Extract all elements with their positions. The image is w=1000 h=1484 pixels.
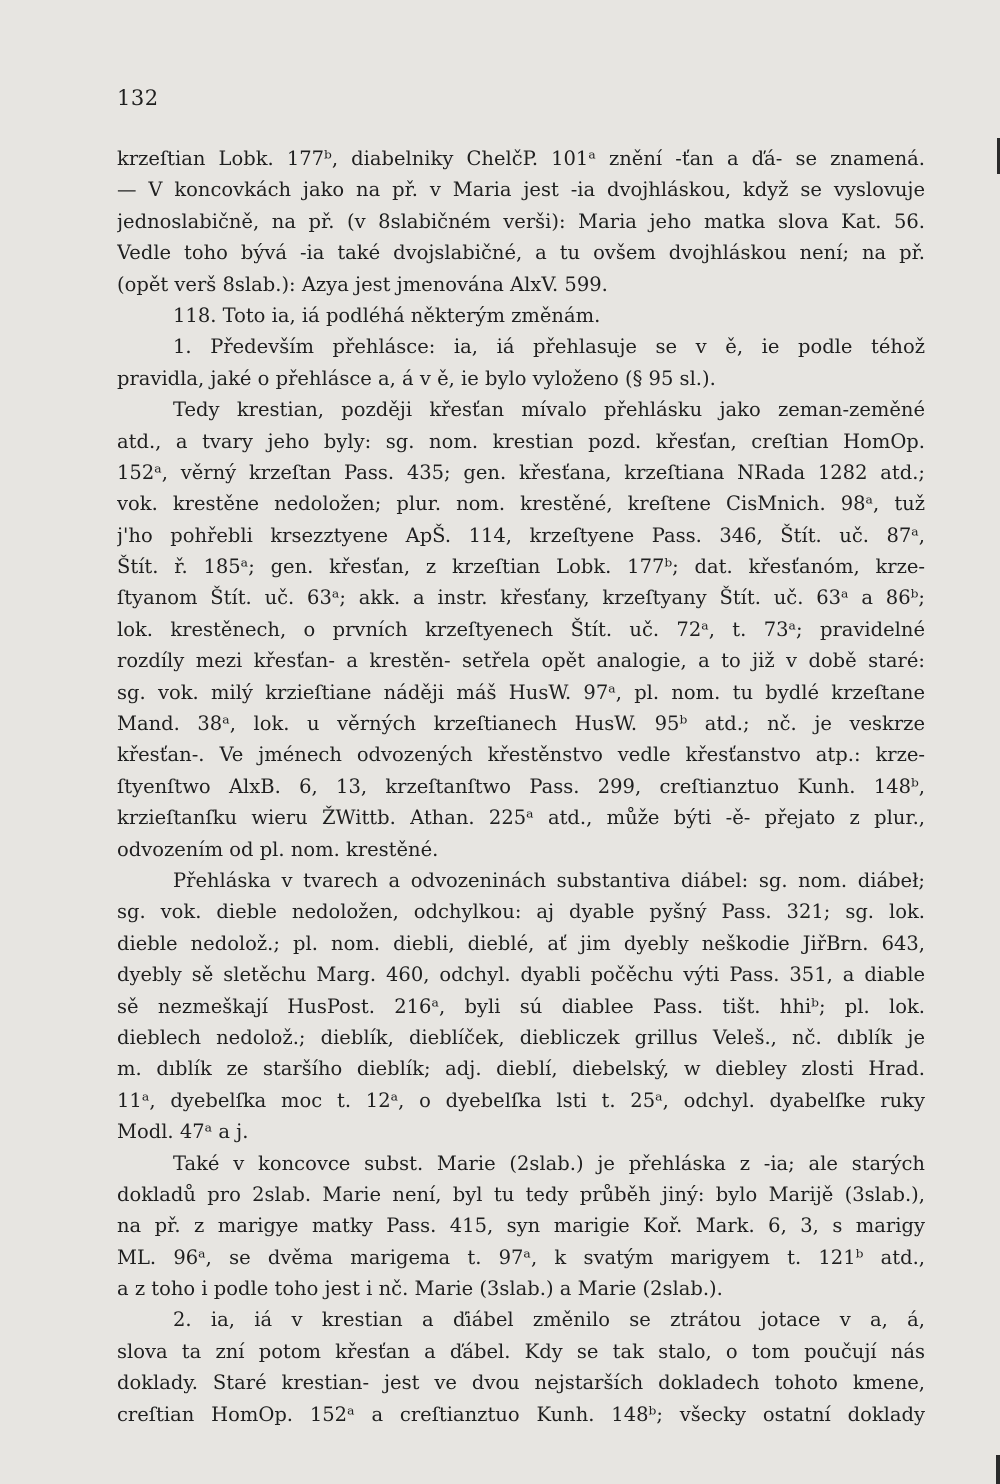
- text-line: dieblech nedolož.; dieblík, dieblíček, diebliczek grillus Veleš., nč. dıblík je: [117, 1025, 925, 1049]
- text-line: 2. ia, iá v krestian a ďiábel změnilo se ztrátou jotace v a, á,: [173, 1308, 925, 1332]
- text-line: (opět verš 8slab.): Azya jest jmenována AlxV. 599.: [117, 272, 608, 296]
- text-line: Mand. 38ᵃ, lok. u věrných krzeſtianech HusW. 95ᵇ atd.; nč. je veskrze: [117, 712, 925, 736]
- text-line: na př. z marigye matky Pass. 415, syn marigie Koř. Mark. 6, 3, s marigy: [117, 1214, 925, 1238]
- text-line: 118. Toto ia, iá podléhá některým změnám.: [173, 303, 601, 327]
- body-text: [117, 143, 925, 1430]
- text-line: jednoslabičně, na př. (v 8slabičném verši): Maria jeho matka slova Kat. 56.: [117, 209, 925, 233]
- text-line: slova ta zní potom křesťan a ďábel. Kdy se tak stalo, o tom poučují nás: [117, 1339, 925, 1363]
- text-line: doklady. Staré krestian- jest ve dvou nejstarších dokladech tohoto kmene,: [117, 1371, 925, 1395]
- text-line: sg. vok. milý krzieſtiane náději máš HusW. 97ᵃ, pl. nom. tu bydlé krzeſtane: [117, 680, 925, 704]
- text-line: odvozením od pl. nom. krestěné.: [117, 837, 439, 861]
- text-line: Vedle toho bývá -ia také dvojslabičné, a tu ovšem dvojhláskou není; na př.: [117, 241, 925, 265]
- text-line: Tedy krestian, později křesťan mívalo přehlásku jako zeman-zeměné: [173, 398, 925, 422]
- text-line: atd., a tvary jeho byly: sg. nom. krestian pozd. křesťan, creſtian HomOp.: [117, 429, 925, 453]
- text-line: 11ᵃ, dyebelſka moc t. 12ᵃ, o dyebelſka lsti t. 25ᵃ, odchyl. dyabelſke ruky: [117, 1088, 925, 1112]
- text-line: dokladů pro 2slab. Marie není, byl tu tedy průběh jiný: bylo Marijě (3slab.),: [117, 1182, 925, 1206]
- text-line: Přehláska v tvarech a odvozeninách substantiva diábel: sg. nom. diábeł;: [173, 868, 925, 892]
- text-line: rozdíly mezi křesťan- a krestěn- setřela opět analogie, a to již v době staré:: [117, 649, 925, 673]
- text-line: ML. 96ᵃ, se dvěma marigema t. 97ᵃ, k svatým marigyem t. 121ᵇ atd.,: [117, 1245, 925, 1269]
- text-line: ſtyanom Štít. uč. 63ᵃ; akk. a instr. křesťany, krzeſtyany Štít. uč. 63ᵃ a 86ᵇ;: [117, 586, 925, 610]
- text-line: Modl. 47ᵃ a j.: [117, 1120, 249, 1144]
- text-line: dieble nedolož.; pl. nom. diebli, dieblé, ať jim dyebly neškodie JiřBrn. 643,: [117, 931, 925, 955]
- text-line: pravidla, jaké o přehlásce a, á v ě, ie bylo vyloženo (§ 95 sl.).: [117, 366, 716, 390]
- text-line: — V koncovkách jako na př. v Maria jest -ia dvojhláskou, když se vyslovuje: [117, 178, 925, 202]
- text-line: dyebly sě sletěchu Marg. 460, odchyl. dyabli počěchu výti Pass. 351, a diable: [117, 963, 925, 987]
- text-line: 152ᵃ, věrný krzeſtan Pass. 435; gen. křesťana, krzeſtiana NRada 1282 atd.;: [117, 460, 925, 484]
- text-line: ſtyenſtwo AlxB. 6, 13, krzeſtanſtwo Pass. 299, creſtianztuo Kunh. 148ᵇ,: [117, 774, 925, 798]
- text-line: 1. Především přehlásce: ia, iá přehlasuje se v ě, ie podle téhož: [173, 335, 925, 359]
- text-line: a z toho i podle toho jest i nč. Marie (3slab.) a Marie (2slab.).: [117, 1277, 723, 1301]
- page-edge-mark-bottom: [996, 1455, 1000, 1484]
- text-line: krzeſtian Lobk. 177ᵇ, diabelniky ChelčP. 101ᵃ znění -ťan a ďá- se znamená.: [117, 147, 925, 170]
- text-line: m. dıblík ze staršího dieblík; adj. dieblí, diebelský, w diebley zlosti Hrad.: [117, 1057, 925, 1081]
- text-line: krzieſtanſku wieru ŽWittb. Athan. 225ᵃ atd., může býti -ě- přejato z plur.,: [117, 806, 925, 830]
- text-line: lok. krestěnech, o prvních krzeſtyenech Štít. uč. 72ᵃ, t. 73ᵃ; pravidelné: [117, 617, 925, 641]
- page-number: 132: [117, 86, 159, 110]
- text-line: Také v koncovce subst. Marie (2slab.) je přehláska z -ia; ale starých: [173, 1151, 925, 1175]
- text-line: creſtian HomOp. 152ᵃ a creſtianztuo Kunh. 148ᵇ; všecky ostatní doklady: [117, 1402, 925, 1426]
- text-line: Štít. ř. 185ᵃ; gen. křesťan, z krzeſtian Lobk. 177ᵇ; dat. křesťanóm, krze-: [117, 555, 925, 579]
- text-line: vok. krestěne nedoložen; plur. nom. krestěné, kreſtene CisMnich. 98ᵃ, tuž: [117, 492, 925, 516]
- text-line: křesťan-. Ve jménech odvozených křestěnstvo vedle křesťanstvo atp.: krze-: [117, 743, 925, 767]
- text-line: j'ho pohřebli krsezztyene ApŠ. 114, krzeſtyene Pass. 346, Štít. uč. 87ᵃ,: [117, 523, 925, 547]
- text-line: sg. vok. dieble nedoložen, odchylkou: aj dyable pyšný Pass. 321; sg. lok.: [117, 900, 925, 924]
- text-line: sě nezmeškají HusPost. 216ᵃ, byli sú diablee Pass. tišt. hhiᵇ; pl. lok.: [117, 994, 925, 1018]
